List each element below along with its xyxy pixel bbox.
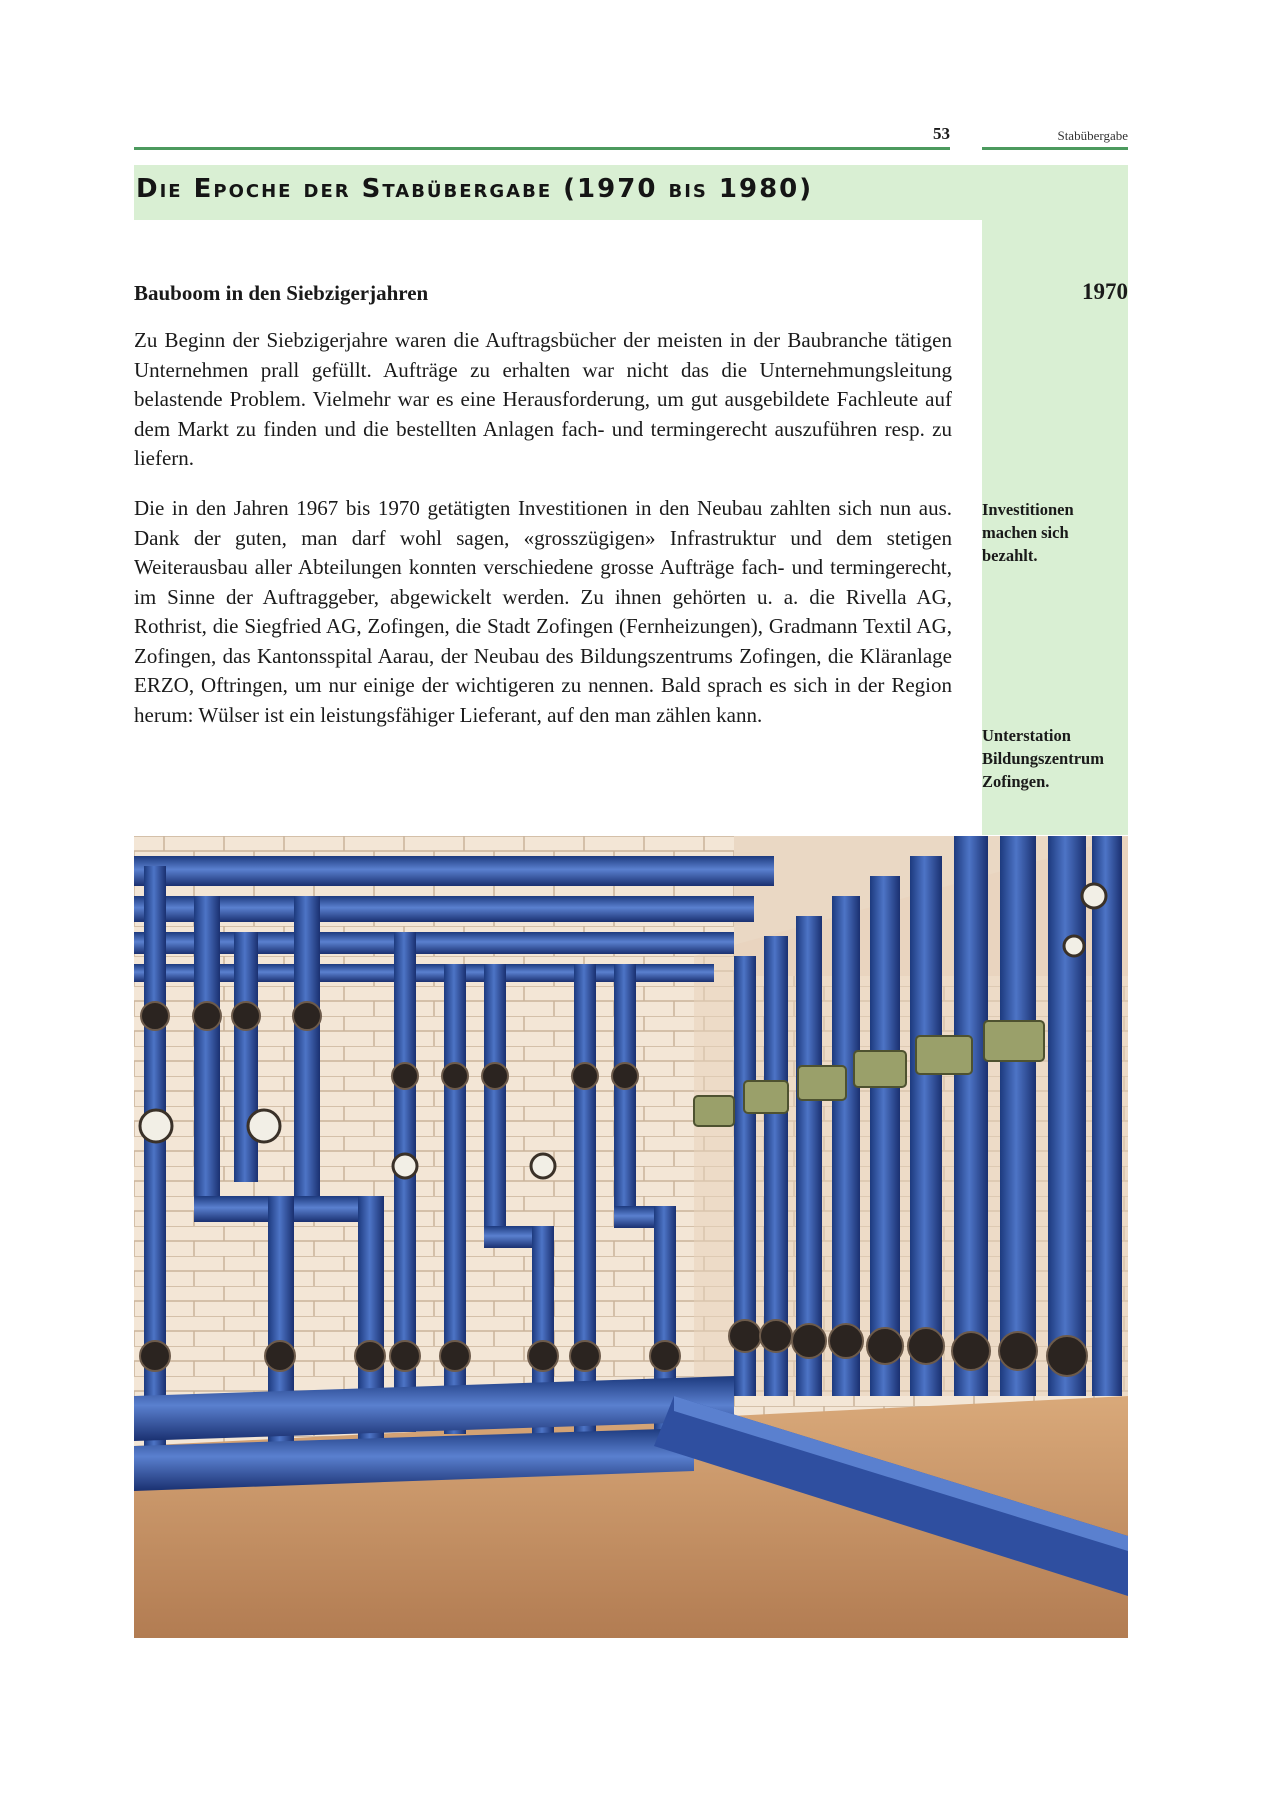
- paragraph-2: Die in den Jahren 1967 bis 1970 getätigten Investitionen in den Neubau zahlten sich nun aus. Dank der guten, man darf wohl sagen, «grosszügigen» Infrastruktur und dem stetigen Weiterausbau aller Abteilungen konnten verschiedene grosse Aufträge fach- und termingerecht, im Sinne der Auftraggeber, abgewickelt werden. Zu ihnen gehörten u. a. die Rivella AG, Rothrist, die Siegfried AG, Zofingen, die Stadt Zofingen (Fernheizungen), Gradmann Textil AG, Zofingen, das Kantonsspital Aarau, der Neubau des Bildungszentrums Zofingen, die Kläranlage ERZO, Oftringen, um nur einige der wichtigeren zu nennen. Bald sprach es sich in der Region herum: Wülser ist ein leistungsfähiger Lieferant, auf den man zählen kann.: [134, 496, 952, 727]
- substation-photo: [134, 836, 1128, 1638]
- marginal-note-investments: Investitionen machen sich bezahlt.: [982, 500, 1074, 565]
- year-label: 1970: [1082, 279, 1128, 304]
- pipe-installation-image: [134, 836, 1128, 1638]
- header-rule-side: [982, 147, 1128, 150]
- running-title: Stabübergabe: [1057, 128, 1128, 143]
- page-number: 53: [933, 124, 950, 143]
- chapter-title: Die Epoche der Stabübergabe (1970 bis 1980): [136, 174, 814, 204]
- marginal-note-substation: Unterstation Bildungszentrum Zofingen.: [982, 726, 1104, 791]
- header-rule: [134, 147, 950, 150]
- paragraph-1: Zu Beginn der Siebzigerjahre waren die Auftragsbücher der meisten in der Baubranche tätigen Unternehmen prall gefüllt. Aufträge zu erhalten war nicht das die Unternehmungsleitung belastende Problem. Vielmehr war es eine Herausforderung, um gut ausgebildete Fachleute auf dem Markt zu finden und die bestellten Anlagen fach- und termingerecht auszuführen resp. zu liefern.: [134, 328, 952, 470]
- section-heading: Bauboom in den Siebzigerjahren: [134, 281, 429, 305]
